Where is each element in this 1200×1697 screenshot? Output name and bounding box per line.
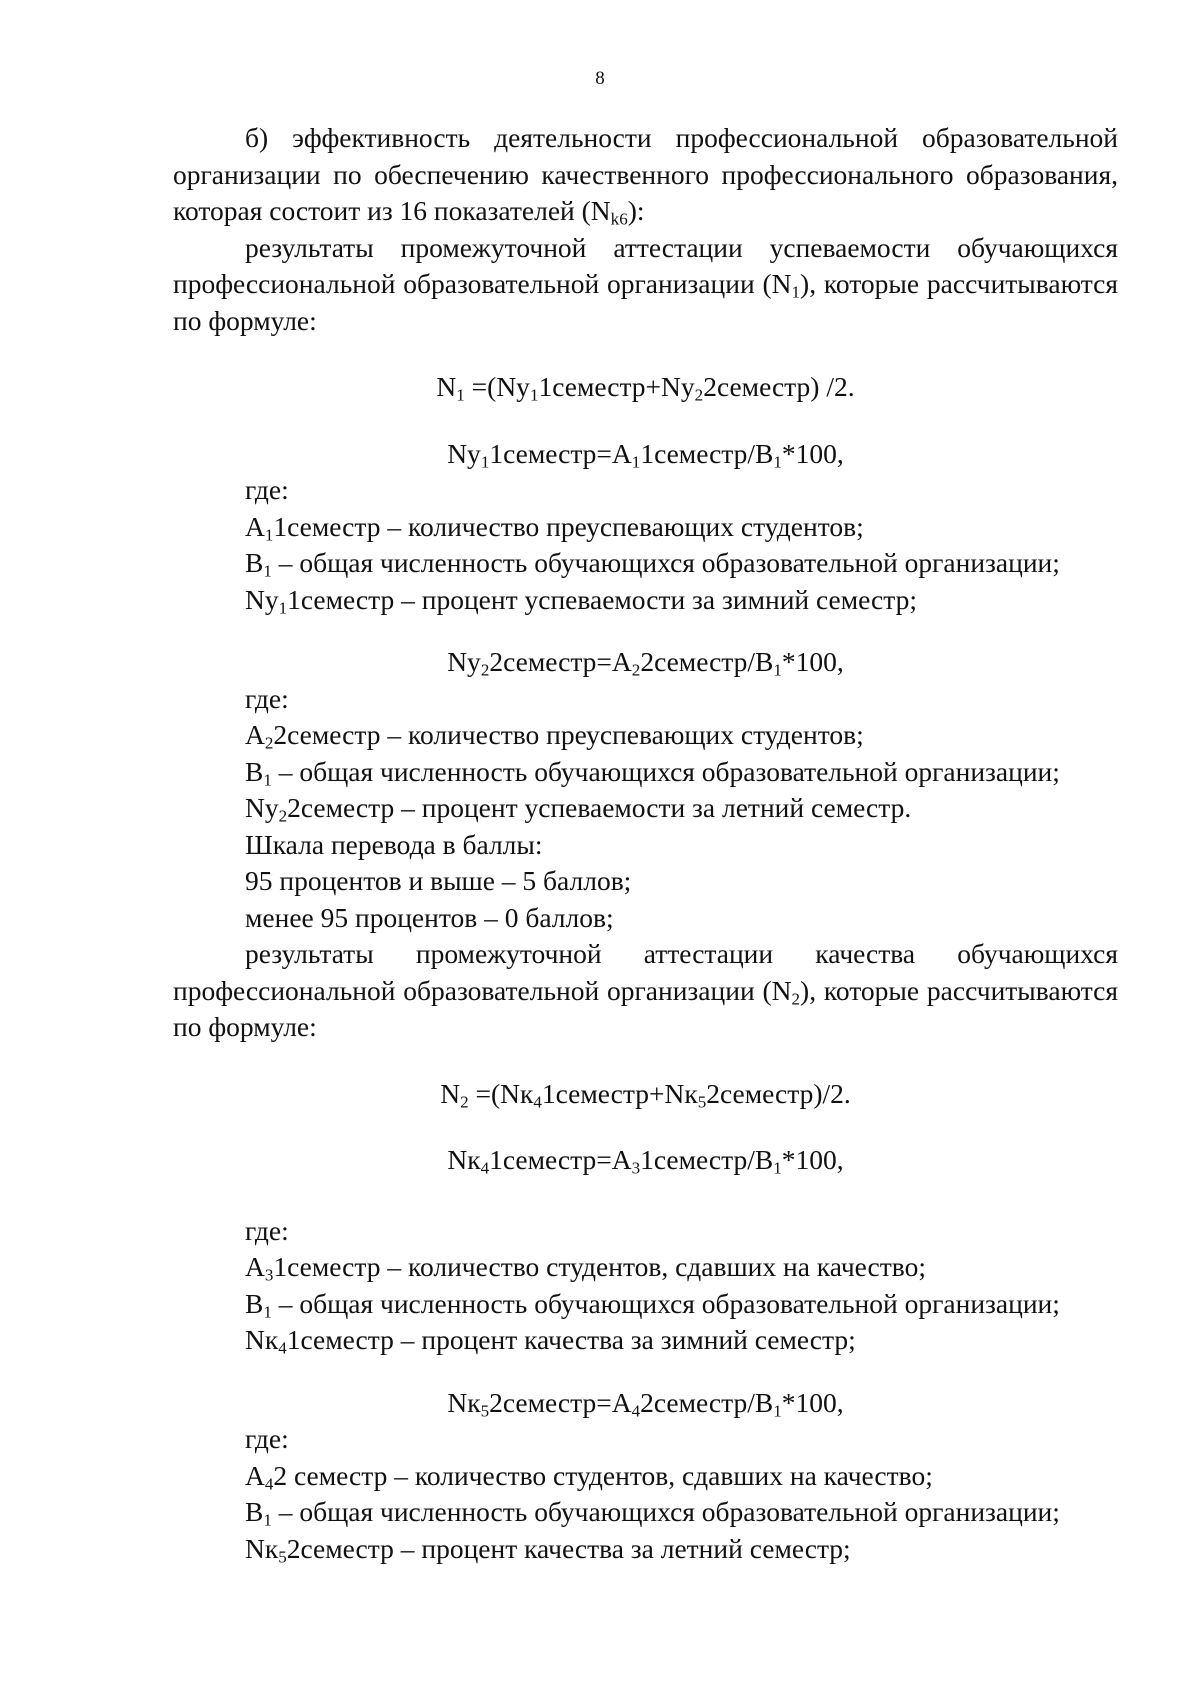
where-label: где: [245,1423,289,1454]
definition-nk4: $Nк_41семестр$ – процент качества за зимний семестр; [245,1324,856,1358]
definition-a3: $А_31семестр$ – количество студентов, сдавших на качество; [245,1251,926,1285]
definition-ny2: $Nу_22семестр$ – процент успеваемости за летний семестр. [245,792,912,826]
where-label: где: [245,474,289,505]
paragraph-n2-intro: результаты промежуточной аттестации качества обучающихся профессиональной образовательной организации $(N_2)$, которые рассчитываются по формуле: [173,938,1118,1042]
where-label: где: [245,682,289,714]
definition-b1: $В_1$ – общая численность обучающихся образовательной организации; [245,1496,1060,1530]
definition-a2: $А_22семестр$ – количество преуспевающих студентов; [245,719,864,753]
paragraph-n1-intro: результаты промежуточной аттестации успеваемости обучающихся профессиональной образовательной организации $(N_1)$, которые рассчитываются по формуле: [173,231,1118,336]
formula-nk5: $Nк_52семестр=А_42семестр/В_1*100$, [447,1386,844,1420]
scale-title: Шкала перевода в баллы: [245,828,543,860]
definition-a4: $А_42$ семестр – количество студентов, сдавших на качество; [245,1459,933,1493]
where-label: где: [245,1214,289,1246]
paragraph-criterion-b: б) эффективность деятельности профессиональной образовательной организации по обеспечению качественного профессионального образования, которая состоит из 16 показателей $(N_{k6})$: [173,122,1118,229]
definition-b1: $В_1$ – общая численность обучающихся образовательной организации; [245,547,1060,581]
definition-b1: $В_1$ – общая численность обучающихся образовательной организации; [245,1287,1060,1321]
formula-ny1: $Nу_11семестр=А_11семестр/В_1*100$, [447,437,844,471]
formula-n1: $N_1$ $=(Nу_11семестр+Nу_22семестр)$ /2. [436,371,855,405]
definition-nk5: $Nк_52семестр$ – процент качества за летний семестр; [245,1532,851,1566]
definition-b1: $В_1$ – общая численность обучающихся образовательной организации; [245,755,1060,789]
formula-n2: $N_2$ $=(Nк_41семестр+Nк_52семестр)/2$. [440,1077,851,1111]
page-number: 8 [595,68,605,89]
document-body [173,120,1118,1567]
definition-ny1: $Nу_11семестр$ – процент успеваемости за зимний семестр; [245,583,917,617]
scale-low: менее 95 процентов – 0 баллов; [245,901,614,933]
formula-ny2: $Nу_22семестр=А_22семестр/В_1*100$, [447,646,844,680]
definition-a1: $А_11семестр$ – количество преуспевающих студентов; [245,510,864,544]
scale-high: 95 процентов и выше – 5 баллов; [245,865,632,896]
formula-nk4: $Nк_41семестр=А_31семестр/В_1*100$, [447,1144,844,1178]
